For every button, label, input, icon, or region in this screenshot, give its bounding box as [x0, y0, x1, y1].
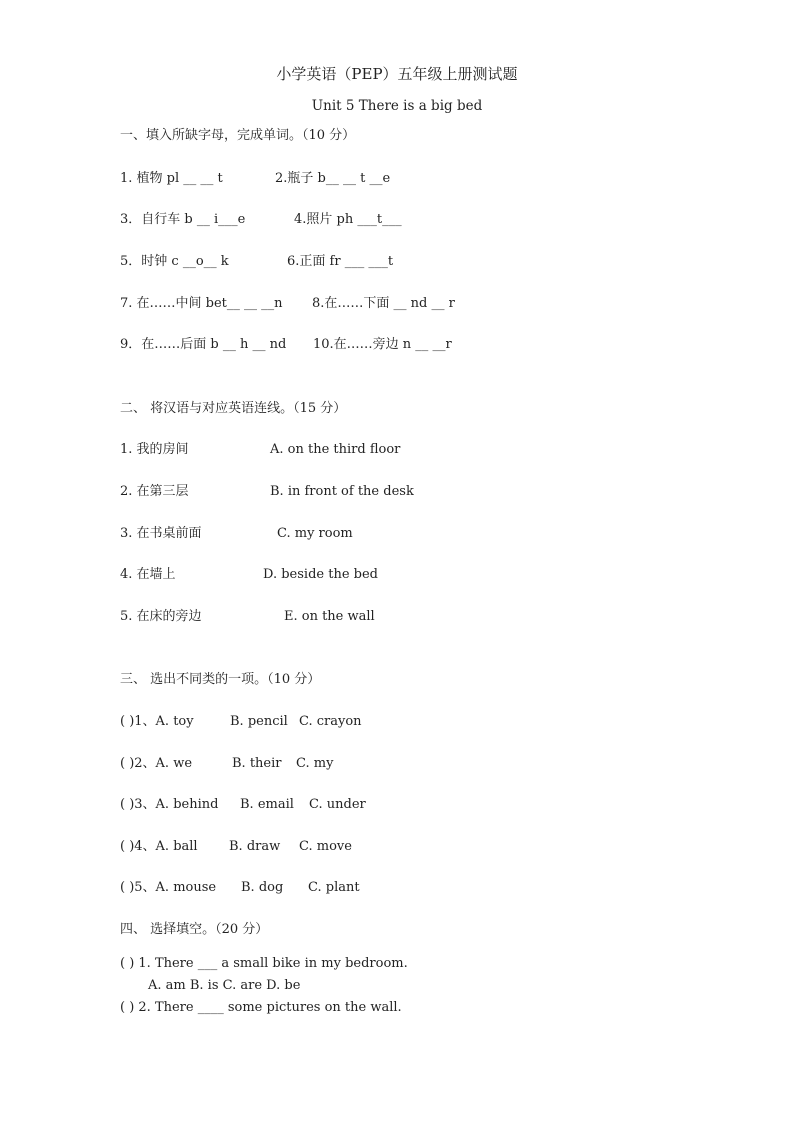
- s4-question-1: ( ) 1. There ___ a small bike in my bedroom.: [120, 956, 408, 971]
- s3-q1-b: B. pencil: [230, 714, 288, 729]
- s3-q4-c: C. move: [299, 839, 352, 854]
- page-subtitle: Unit 5 There is a big bed: [311, 98, 483, 114]
- s1-item-6: 6.正面 fr ___ ___t: [287, 254, 394, 269]
- s4-question-1-options: A. am B. is C. are D. be: [148, 978, 301, 993]
- s3-q2-a: ( )2、A. we: [120, 756, 193, 771]
- s4-question-2: ( ) 2. There ____ some pictures on the wall.: [120, 1000, 402, 1015]
- s1-item-10: 10.在……旁边 n __ __r: [313, 337, 452, 352]
- s1-item-1: 1. 植物 pl __ __ t: [120, 171, 223, 186]
- s3-q3-a: ( )3、A. behind: [120, 797, 219, 812]
- s1-item-8: 8.在……下面 __ nd __ r: [312, 296, 455, 311]
- s1-item-2: 2.瓶子 b__ __ t __e: [275, 171, 391, 186]
- s2-chinese-3: 3. 在书桌前面: [120, 526, 202, 541]
- section4-heading: 四、 选择填空。（20 分）: [120, 922, 269, 937]
- section2-heading: 二、 将汉语与对应英语连线。（15 分）: [120, 401, 347, 416]
- s3-q5-a: ( )5、A. mouse: [120, 880, 217, 895]
- s1-item-7: 7. 在……中间 bet__ __ __n: [120, 296, 283, 311]
- page-title: 小学英语（PEP）五年级上册测试题: [276, 65, 518, 83]
- s3-q4-b: B. draw: [229, 839, 281, 854]
- s2-english-c: C. my room: [277, 526, 353, 541]
- s2-english-e: E. on the wall: [284, 609, 375, 624]
- s1-item-3: 3．自行车 b __ i___e: [120, 212, 246, 227]
- s2-chinese-2: 2. 在第三层: [120, 484, 189, 499]
- s3-q3-c: C. under: [309, 797, 366, 812]
- s3-q1-a: ( )1、A. toy: [120, 714, 194, 729]
- s2-english-a: A. on the third floor: [270, 442, 401, 457]
- s1-item-4: 4.照片 ph ___t___: [294, 212, 402, 227]
- section1-heading: 一、填入所缺字母，完成单词。（10 分）: [120, 128, 356, 143]
- s3-q3-b: B. email: [240, 797, 294, 812]
- s3-q2-b: B. their: [232, 756, 282, 771]
- s3-q2-c: C. my: [296, 756, 334, 771]
- s2-chinese-5: 5. 在床的旁边: [120, 609, 202, 624]
- s3-q5-b: B. dog: [241, 880, 284, 895]
- section3-heading: 三、 选出不同类的一项。（10 分）: [120, 672, 321, 687]
- s1-item-5: 5．时钟 c __o__ k: [120, 254, 229, 269]
- s2-chinese-4: 4. 在墙上: [120, 567, 176, 582]
- s1-item-9: 9．在……后面 b __ h __ nd: [120, 337, 287, 352]
- s3-q5-c: C. plant: [308, 880, 360, 895]
- s2-english-b: B. in front of the desk: [270, 484, 414, 499]
- s3-q4-a: ( )4、A. ball: [120, 839, 198, 854]
- s3-q1-c: C. crayon: [299, 714, 362, 729]
- s2-chinese-1: 1. 我的房间: [120, 442, 189, 457]
- s2-english-d: D. beside the bed: [263, 567, 378, 582]
